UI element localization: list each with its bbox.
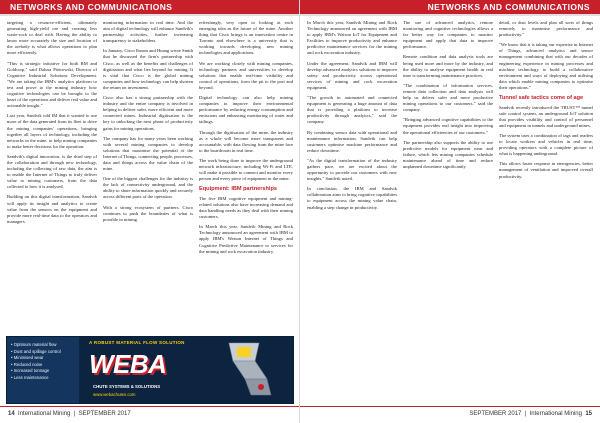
paragraph: "This is strategic initiative for both RM and Goldcorp," said Dalusa Pietrowski, Director of Cognitive Industrial Solutions Development. "We are taking the IBM's analytics platform to test and prove to the mining industry how cognitive technologies can be brought to the heart of the operations and deliver real value and actionable insight." [7, 60, 97, 109]
subheading: Tunnel safe tactics come of age [499, 95, 584, 102]
ad-bullet-list [7, 337, 79, 403]
paragraph: This allows faster response in emergencies, better management of ventilation and improved overall productivity. [499, 161, 593, 179]
paragraph: Through the digitisation of the mine, the industry as a whole will become more transparent and accountable, with data flowing from the mine face to the boardroom in real time. [199, 129, 293, 153]
paragraph: In conclusion, the IBM and Sandvik collaboration aims to bring cognitive capabilities to equipment across the mining value chain, enabling a step change in productivity. [307, 186, 397, 210]
column-2 [403, 20, 493, 403]
weba-advertisement[interactable] [6, 336, 294, 404]
issue-date: SEPTEMBER 2017 [78, 411, 131, 417]
paragraph: Last year, Sandvik told IM that it wanted to use more of the data generated from its fleet to drive the mining companies' operations, bringing together all layers of technology, including the networks in the mine, to help mining companies to make better decisions for the operation. [7, 113, 97, 149]
paragraph: monitoring information in real time. And the aim of digital technology will enhance Sandvik's partnership activities, further increasing transparency to stakeholders. [103, 20, 193, 44]
publication-name: International Mining [529, 411, 582, 417]
paragraph: Remote condition and data analysis tools are being used more and more by the industry, and the ability to analyse equipment health in real time is transforming maintenance practices. [403, 54, 493, 78]
paragraph: With a strong ecosystem of partners, Cisco continues to push the boundaries of what is possible in mining. [103, 204, 193, 222]
paragraph: "The combination of information services, remote data collection and data analysis will help us deliver safer and more productive mining operations to our customers," said the company. [403, 82, 493, 113]
paragraph: We are working closely with mining companies, technology partners and universities to develop solutions that enable real-time visibility and control of operations, from the pit to the port and beyond. [199, 60, 293, 90]
paragraph: Digital technology can also help mining companies to improve their environmental performance by reducing energy consumption and emissions and enhancing monitoring of water and tailings. [199, 95, 293, 125]
ad-bullet: • Dust and spillage control [11, 348, 61, 354]
page-number: 15 [585, 411, 592, 417]
paragraph: The five IBM cognitive equipment and mining-related solutions also have increasing demand and data handling needs as they deal with their mining customers. [199, 195, 293, 220]
header-rule [0, 14, 299, 16]
subheading: Equipment: IBM partnerships [199, 186, 278, 193]
paragraph: The system uses a combination of tags and readers to locate workers and vehicles in real time, providing operators with a complete picture of what is happening underground. [499, 133, 593, 157]
ad-bullet: • Optimum material flow [11, 342, 57, 347]
paragraph: "Bringing advanced cognitive capabilities to the equipment provides real insight into improving the operational efficiencies of our customers." [403, 117, 493, 135]
page-footer [300, 406, 600, 423]
paragraph: targeting a resource-efficient, ultimately generating high-yield ore and creating less waste-rock to deal with. Having the ability to know more accurately the size and location of the orebody is what allows operations to plan more efficiently. [7, 20, 97, 56]
paragraph: detail, or dust levels and plan all sorts of things remotely to maximise performance and productivity." [499, 20, 593, 38]
column-1 [7, 20, 97, 323]
paragraph: "We know that it is taking our expertise in Internet of Things, advanced analytics and sensor management combining that with our decades of engineering experience in mining processes and machine technology to build a collaborative environment and ways of deploying and utilising data which enable mining companies to optimise their operations." [499, 42, 593, 90]
column-3 [499, 20, 593, 403]
section-header-bar [0, 0, 299, 14]
ad-bullet: • Less maintenance [11, 374, 49, 380]
paragraph: The company has for many years been working with several mining companies to develop solutions that maximise the potential of the Internet of Things, connecting people, processes, data and things across the value chain of the mine. [103, 135, 193, 172]
publication-name: International Mining [18, 411, 71, 417]
paragraph: In March this year, Sandvik Mining and Rock Technology announced an agreement with IBM to apply IBM's Watson Internet of Things and Cognitive Predictive Maintenance to services for the mining and rock excavation industry. [199, 224, 293, 254]
paragraph: The work being done to improve the underground network infrastructure, including Wi-Fi and LTE, will make it possible to connect and monitor every person and every piece of equipment in the mine. [199, 157, 293, 182]
chute-illustration-icon [215, 341, 287, 399]
paragraph: The use of advanced analytics, remote monitoring and cognitive technologies allows a far better way for companies to monitor equipment and apply that data to improve performance. [403, 20, 493, 50]
weba-logo [89, 347, 205, 385]
paragraph: In March this year, Sandvik Mining and Rock Technology announced an agreement with IBM to apply IBM's Watson IoT for Equipment and Facilities to improve productivity and enhance predictive maintenance services for the mining and rock excavation industry. [307, 20, 397, 56]
paragraph: In January, Cisco Iboum and Huang wrote Smith that he discussed the firm's partnership with Cisco, as well as the benefits and challenges of digitisation and what lies beyond for mining. It is vital that Cisco is the global mining companies and how technology can help shorten the return on investment. [103, 48, 193, 90]
ad-bullet: • Minimised wear [11, 355, 44, 360]
footer-text: 14 International Mining | SEPTEMBER 2017 [8, 411, 131, 417]
column-3 [199, 20, 293, 323]
paragraph: By combining sensor data with operational and maintenance information, Sandvik can help customers optimise machine performance and reduce downtime. [307, 129, 397, 153]
paragraph: "As the digital transformation of the industry gathers pace, we are excited about the opportunity to provide our customers with new insights," Sandvik noted. [307, 157, 397, 182]
column-2 [103, 20, 193, 323]
paragraph: Cisco also has a strong partnership with the industry and the entire company is involved in helping to deliver safer, more efficient and more connected mines. Industrial digitisation is the key to unlocking the next phase of productivity gains for mining operations. [103, 95, 193, 131]
weba-logo-text: WEBA [89, 349, 167, 379]
paragraph: Under the agreement, Sandvik and IBM will develop advanced analytics solutions to improve safety and productivity across operational services of mining and rock excavation equipment. [307, 60, 397, 90]
section-header-title: NETWORKS AND COMMUNICATIONS [427, 2, 590, 12]
paragraph: One of the biggest challenges for the industry is the lack of connectivity underground, and the ability to share information quickly and securely across different parts of the operation. [103, 176, 193, 200]
article-columns [307, 20, 593, 403]
footer-text: SEPTEMBER 2017 | International Mining 15 [469, 411, 592, 417]
page-number: 14 [8, 411, 15, 417]
ad-subline: CHUTE SYSTEMS & SOLUTIONS [93, 384, 161, 389]
column-1 [307, 20, 397, 403]
paragraph: refreshingly, very open to looking at each emerging idea as the future of the mine. Another thing that Cisco brings is an innovation centre in Toronto and elsewhere is a university that is working towards developing new mining technologies and applications. [199, 20, 293, 56]
paragraph: Building on this digital transformation, Sandvik will apply its insight and analytics to create value from the sensors on the equipment and provide more real-time data to the operators and managers. [7, 194, 97, 224]
ad-bullet: • Increased tonnage [11, 368, 50, 373]
ad-tagline: A ROBUST MATERIAL FLOW SOLUTION [89, 340, 185, 345]
issue-date: SEPTEMBER 2017 [469, 411, 522, 417]
paragraph: Sandvik recently introduced the TRUST™ tunnel safe control system, an underground IoT solution that provides visibility and control of personnel and equipment in tunnels and underground mines. [499, 104, 593, 128]
paragraph: "The growth in automated and connected equipment is generating a huge amount of data that is providing a platform to increase productivity through analytics," said the company. [307, 95, 397, 125]
right-page [300, 0, 600, 423]
paragraph: The partnership also supports the ability to use predictive models for equipment wear and failure, which lets mining companies schedule maintenance ahead of time and reduce unplanned downtime significantly. [403, 139, 493, 169]
ad-bullet: • Reduced noise [11, 361, 43, 367]
paragraph: Sandvik's digital innovation, is the third step of the collaboration and through new technology, including the collecting of raw data, the aim is to enable the Internet of Things to truly deliver value to mining customers, from the data collected to how it is analysed. [7, 153, 97, 190]
header-rule [300, 14, 600, 16]
ad-url[interactable]: www.webachutes.com [93, 392, 136, 397]
section-header-bar [300, 0, 600, 14]
page-footer [0, 406, 299, 423]
section-header-title: NETWORKS AND COMMUNICATIONS [10, 2, 173, 12]
